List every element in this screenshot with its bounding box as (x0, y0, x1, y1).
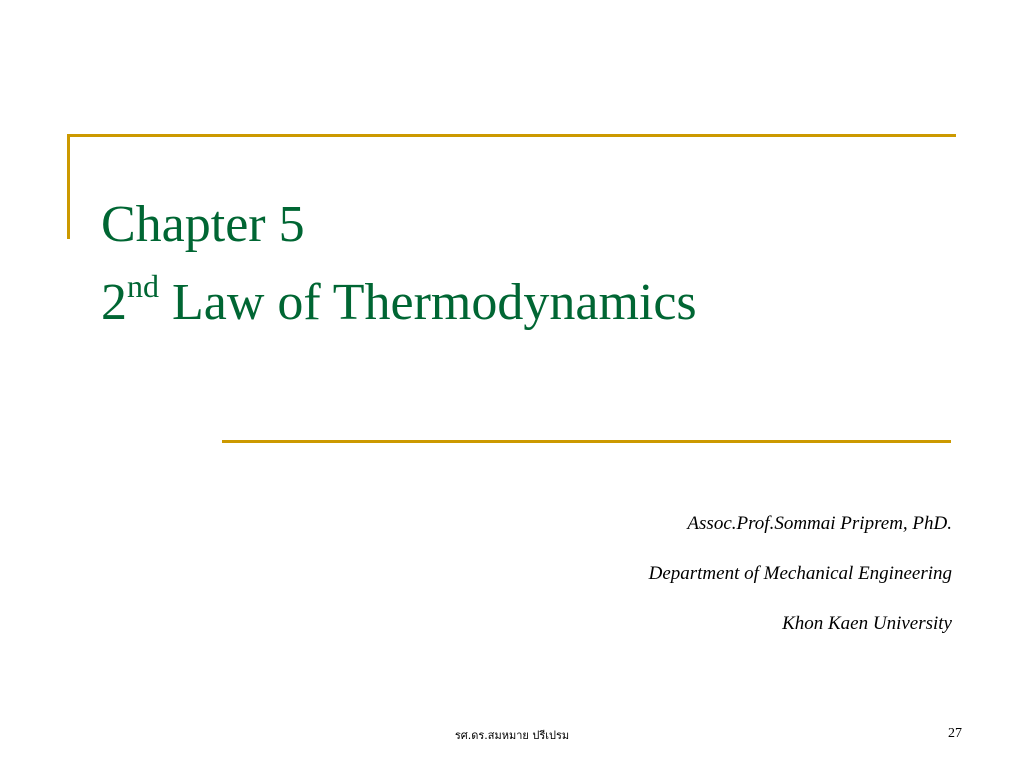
author-block (352, 510, 952, 660)
page-number: 27 (948, 726, 962, 741)
author-department: Department of Mechanical Engineering (648, 563, 952, 584)
author-university: Khon Kaen University (782, 613, 952, 634)
slide-title (101, 186, 951, 347)
author-name: Assoc.Prof.Sommai Priprem, PhD. (687, 513, 952, 534)
title-line-chapter: Chapter 5 (101, 196, 305, 253)
bottom-accent-rule (222, 440, 951, 443)
footer-author-thai: รศ.ดร.สมหมาย ปรีเปรม (454, 729, 570, 742)
title-line-subject (101, 264, 951, 347)
top-accent-rule (67, 134, 956, 137)
title-subject-text: Law of Thermodynamics (159, 274, 697, 331)
title-ordinal-number: 2 (101, 274, 127, 331)
left-accent-rule (67, 134, 70, 239)
title-ordinal-suffix: nd (127, 268, 159, 304)
